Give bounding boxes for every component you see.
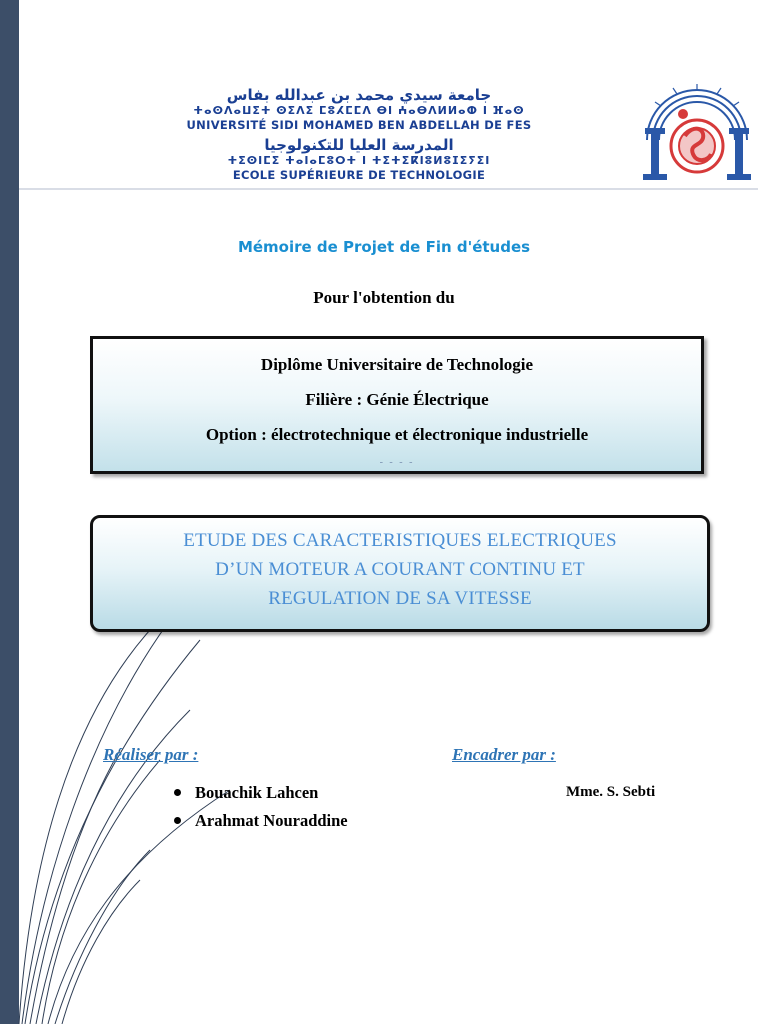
diploma-box — [90, 336, 704, 474]
project-title-line-2: D’UN MOTEUR A COURANT CONTINU ET — [215, 559, 585, 580]
realiser-label: Réaliser par : — [103, 745, 199, 764]
bullet-icon — [174, 817, 181, 824]
arabic-university-name: جامعة سيدي محمد بن عبدالله بفاس — [226, 86, 492, 104]
author-item — [174, 783, 318, 803]
memoire-title: Mémoire de Projet de Fin d'études — [237, 238, 531, 256]
university-seal-icon — [637, 80, 757, 188]
obtention-line: Pour l'obtention du — [313, 288, 455, 307]
dashes-divider: - - - - — [379, 457, 415, 468]
header-text-block — [149, 86, 569, 182]
university-header — [19, 80, 758, 190]
author-item — [174, 811, 348, 831]
author-name: Bouachik Lahcen — [195, 783, 319, 802]
arabic-school-name: المدرسة العليا للتكنولوجيا — [264, 136, 454, 154]
tifinagh-school-name: ⵜⵉⵙⵏⵎⵉ ⵜⴰⵏⴰⵎⵓⵔⵜ ⵏ ⵜⵉⵜⵉⴽⵏⵓⵍⵓⵊⵉⵢⵉⵏ — [227, 154, 491, 167]
school-name: ECOLE SUPÉRIEURE DE TECHNOLOGIE — [232, 168, 486, 182]
bullet-icon — [174, 789, 181, 796]
tifinagh-university-name: ⵜⴰⵙⴷⴰⵡⵉⵜ ⵙⵉⴷⵉ ⵎⵓⵃⵎⵎⴷ ⴱⵏ ⵄⴰⴱⴷⵍⵍⴰⵀ ⵏ ⴼⴰⵙ — [193, 104, 525, 117]
project-title-box — [90, 515, 710, 632]
encadrer-label: Encadrer par : — [452, 745, 556, 764]
project-title-line-1: ETUDE DES CARACTERISTIQUES ELECTRIQUES — [183, 530, 617, 551]
author-name: Arahmat Nouraddine — [195, 811, 348, 830]
university-name: UNIVERSITÉ SIDI MOHAMED BEN ABDELLAH DE FES — [186, 118, 532, 132]
filiere-line: Filière : Génie Électrique — [305, 390, 489, 409]
project-title-line-3: REGULATION DE SA VITESSE — [268, 588, 532, 609]
supervisor-name: Mme. S. Sebti — [566, 784, 656, 800]
option-line: Option : électrotechnique et électronique industrielle — [205, 425, 589, 444]
diploma-name: Diplôme Universitaire de Technologie — [260, 355, 534, 374]
